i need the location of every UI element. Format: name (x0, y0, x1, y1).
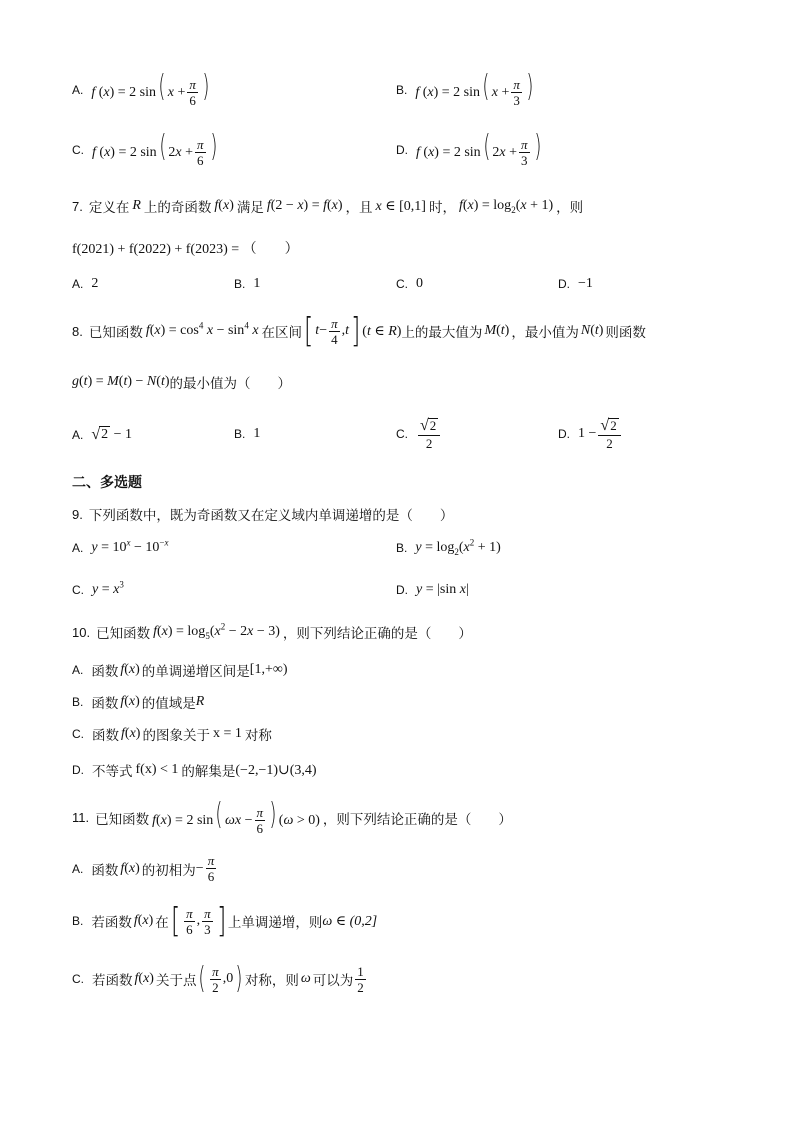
q11-option-a[interactable]: A. 函数 f(x) 的初相为 − $\frac{\pi}{6}$ (72, 853, 215, 884)
q8-stem: 8. 已知函数 $f(x) = \cos^4 x - \sin^4 x$ 在区间 [ t − $\frac{\pi}{4}$ , t ] (t ∈ R) 上的最大值为 M(t) ，最小值为 N(t) 则函数 (72, 311, 646, 351)
option-label: B. (396, 82, 408, 97)
question-number: 10. (72, 624, 91, 640)
q10-stem: 10. 已知函数 $f(x) = \log_5(x^2 - 2x - 3)$ ，则下列结论正确的是（ ） (72, 621, 472, 642)
section-title: 二、多选题 (72, 475, 142, 491)
q11-option-c[interactable]: C. 若函数 f(x) 关于点 ( $\frac{\pi}{2}$ ,0 ) 对称，则 ω 可以为 $\frac{1}{2}$ (72, 961, 364, 996)
q6-option-d[interactable] (396, 129, 543, 169)
q7-option-b[interactable]: B. 1 (234, 276, 261, 291)
q11-stem: 11. 已知函数 f(x) = 2 sin( ωx − $\frac{\pi}{6}$ ) (ω > 0) ，则下列结论正确的是（ ） (72, 797, 512, 837)
q6-option-b[interactable] (396, 69, 536, 109)
option-math: f (x) = 2 sin( x + $\frac{\pi}{3}$ ) (415, 69, 534, 109)
q9-stem: 9. 下列函数中，既为奇函数又在定义域内单调递增的是（ ） (72, 506, 454, 524)
q7-option-d[interactable]: D. −1 (558, 276, 593, 291)
question-number: 9. (72, 506, 83, 522)
option-label: D. (396, 142, 408, 157)
question-number: 11. (72, 810, 90, 826)
option-label: A. (72, 82, 84, 97)
q10-option-c[interactable]: C. 函数 f(x) 的图象关于 x = 1 对称 (72, 726, 272, 744)
option-math: f (x) = 2 sin( 2x + $\frac{\pi}{6}$ ) (92, 129, 217, 169)
q8-option-b[interactable]: B. 1 (234, 426, 261, 441)
q9-option-d[interactable]: D. y = |sin x| (396, 582, 469, 597)
question-number: 7. (72, 198, 83, 214)
q10-option-a[interactable]: A. 函数 f(x) 的单调递增区间是 [1,+∞) (72, 662, 288, 680)
q8-option-c[interactable]: C. √ 2 2 (396, 418, 442, 450)
q11-option-b[interactable]: B. 若函数 f(x) 在 [ $\frac{\pi}{6}$ , $\frac{\pi}{3}$ ] 上单调递增，则 ω ∈ (0,2] (72, 901, 378, 941)
option-label: C. (72, 142, 84, 157)
question-number: 8. (72, 323, 83, 339)
q9-option-c[interactable]: C. $y = x^3$ (72, 579, 124, 597)
q7-expression: f(2021) + f(2022) + f(2023) = （ ） (72, 242, 299, 257)
q10-option-b[interactable]: B. 函数 f(x) 的值域是 R (72, 694, 205, 712)
q8-line2: g(t) = M(t) − N(t) 的最小值为（ ） (72, 374, 291, 392)
q8-option-a[interactable]: A. √ 2 − 1 (72, 426, 133, 443)
option-math: f (x) = 2 sin( x + $\frac{\pi}{6}$ ) (91, 69, 210, 109)
q6-option-c[interactable] (72, 129, 219, 169)
q9-option-a[interactable]: A. $y = 10^x - 10^{-x}$ (72, 537, 169, 555)
q8-option-d[interactable]: D. 1 − √ 2 2 (558, 418, 623, 450)
q6-option-a[interactable] (72, 69, 212, 109)
q7-stem: 7. 定义在 R 上的奇函数 f(x) 满足 f(2 − x) = f(x) ，且 x ∈ [0,1] 时， $f(x) = \log_2(x + 1)$ ，则 (72, 198, 584, 216)
q7-line2 (72, 238, 299, 258)
q9-option-b[interactable]: B. $y = \log_2(x^2 + 1)$ (396, 537, 501, 557)
option-math: f (x) = 2 sin( 2x + $\frac{\pi}{3}$ ) (416, 129, 541, 169)
q7-option-a[interactable]: A. 2 (72, 276, 99, 291)
q10-option-d[interactable]: D. 不等式 f(x) < 1 的解集是 (−2,−1)∪(3,4) (72, 762, 317, 780)
q7-option-c[interactable]: C. 0 (396, 276, 423, 291)
